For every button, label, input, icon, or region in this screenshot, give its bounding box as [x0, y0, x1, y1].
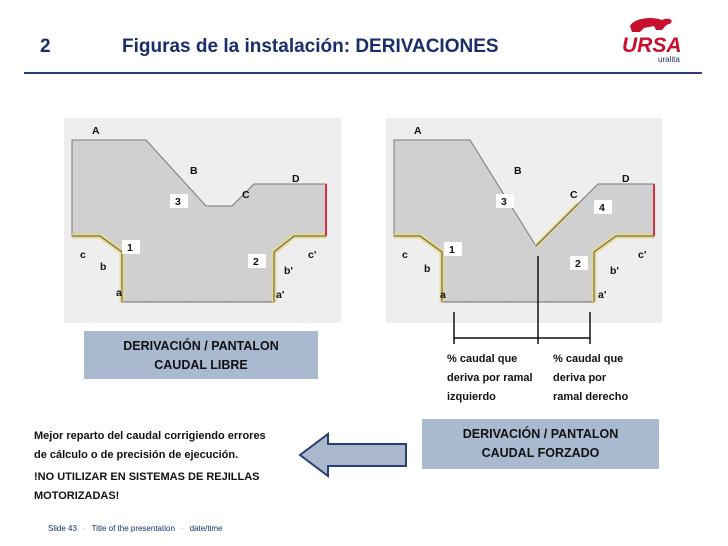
- caption-free-flow: [84, 331, 318, 379]
- bear-icon: [630, 18, 672, 32]
- footer-presentation: Title of the presentation: [91, 524, 175, 533]
- footer-slide: Slide 43: [48, 524, 77, 533]
- svg-text:uralita: uralita: [658, 55, 680, 64]
- marker-1: 1: [449, 244, 455, 256]
- insulation-left-lower: [72, 236, 122, 302]
- marker-3: 3: [501, 196, 507, 208]
- slide-title: Figuras de la instalación: DERIVACIONES: [122, 36, 499, 57]
- marker-2: 2: [575, 258, 581, 270]
- caption-forced-flow: [422, 419, 659, 469]
- label-b: b: [424, 263, 431, 275]
- slide-footer: Slide 43 · Title of the presentation · date/time: [48, 524, 223, 533]
- label-C: C: [570, 189, 578, 201]
- title-divider: [24, 72, 702, 74]
- caption-forced-flow-line1: DERIVACIÓN / PANTALON: [462, 427, 619, 441]
- label-B: B: [514, 165, 522, 177]
- ursa-logo: [612, 12, 704, 64]
- flow-split-brackets: [440, 250, 600, 350]
- label-A: A: [92, 125, 100, 137]
- diagram-left-free-flow: [64, 118, 341, 323]
- arrow-left-icon: [296, 430, 410, 480]
- label-c-prime: c': [308, 249, 317, 261]
- label-c: c: [80, 249, 86, 261]
- slide-number: 2: [40, 36, 51, 57]
- marker-4: 4: [599, 202, 605, 214]
- marker-1: 1: [127, 242, 133, 254]
- label-a-prime: a': [276, 289, 285, 301]
- marker-2: 2: [253, 256, 259, 268]
- svg-text:URSA: URSA: [622, 34, 682, 57]
- caption-forced-flow-line2: CAUDAL FORZADO: [481, 446, 600, 460]
- caption-free-flow-line2: CAUDAL LIBRE: [154, 358, 248, 372]
- label-C: C: [242, 189, 250, 201]
- label-D: D: [622, 173, 630, 185]
- label-a: a: [116, 287, 122, 299]
- footer-datetime: date/time: [189, 524, 223, 533]
- duct-left-body: [72, 140, 326, 302]
- label-c-prime: c': [638, 249, 647, 261]
- label-D: D: [292, 173, 300, 185]
- label-c: c: [402, 249, 408, 261]
- right-branch-flow-text: % caudal que deriva por ramal derecho: [553, 353, 629, 403]
- label-A: A: [414, 125, 422, 137]
- recommendation-note: Mejor reparto del caudal corrigiendo errores de cálculo o de precisión de ejecución.: [34, 430, 266, 461]
- label-a: a: [440, 289, 446, 301]
- caption-free-flow-line1: DERIVACIÓN / PANTALON: [123, 339, 279, 353]
- label-b-prime: b': [284, 265, 293, 277]
- marker-3: 3: [175, 196, 181, 208]
- label-b: b: [100, 261, 107, 273]
- warning-note: !NO UTILIZAR EN SISTEMAS DE REJILLAS MOTORIZADAS!: [34, 471, 260, 502]
- label-a-prime: a': [598, 289, 607, 301]
- left-branch-flow-text: % caudal que deriva por ramal izquierdo: [447, 353, 533, 403]
- label-B: B: [190, 165, 198, 177]
- label-b-prime: b': [610, 265, 619, 277]
